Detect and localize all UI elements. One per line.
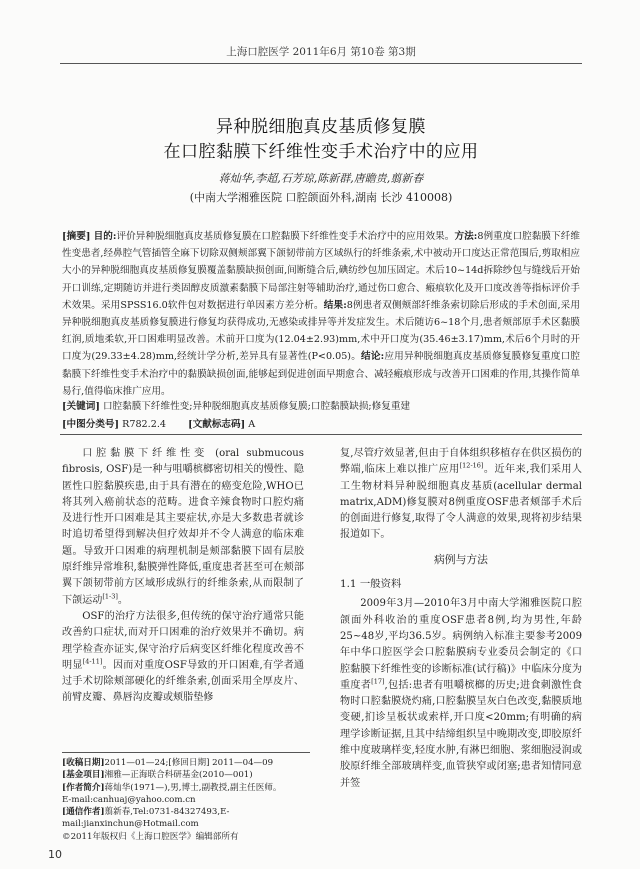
abstract-divider (60, 434, 582, 435)
classification-line (62, 416, 580, 430)
affiliation: (中南大学湘雅医院 口腔颌面外科,湖南 长沙 410008) (189, 191, 453, 204)
body-paragraph: 口腔黏膜下纤维性变 (oral submucous fibrosis, OSF)是一种与咀嚼槟榔密切相关的慢性、隐匿性口腔黏膜疾患,由于具有潜在的癌变危险,WHO已将其列入癌前状态的范畴。进食辛辣食物时口腔灼痛及进行性开口困难是其主要症状,亦是大多数患者就诊时追切希望得到解决但疗效却并不令人满意的临床难题。导致开口困难的病理机制是颊部黏膜下固有层胶原纤维异常堆积,黏膜弹性降低,重度患者甚至可在颊部翼下颌韧带前方区域形成纵行的纤维条索,从而限制了下颌运动[1-3]。 (62, 448, 304, 606)
body-text: 口腔黏膜下纤维性变 (oral submucous fibrosis, OSF)是一种与咀嚼槟榔密切相关的慢性、隐匿性口腔黏膜疾患,由于具有潜在的癌变危险,WHO已将其列入癌前状态的范畴。进食辛辣食物时口腔灼痛及进行性开口困难是其主要症状,亦是大多数患者就诊时追切希望得到解决但疗效却并不令人满意的临床难题。导致开口困难的病理机制是颊部黏膜下固有层胶原纤维异常堆积,黏膜弹性降低,重度患者甚至可在颊部翼下颌韧带前方区域形成纵行的纤维条索,从而限制了下颌运动 (62, 448, 304, 606)
body-text: OSF的治疗方法很多,但传统的保守治疗通常只能改善約口症状,而对开口困难的治疗效果并不确切。病理学检查亦证实,保守治疗后病变区纤维化程度改善不明显 (62, 610, 304, 671)
footnote-author-email: E-mail:canhuaj@yahoo.com.cn (62, 794, 196, 805)
footnote-author-bio: [作者简介]蒋灿华(1971—),男,博士,副教授,副主任医师。 (62, 782, 282, 793)
citation: [1-3] (102, 592, 118, 601)
keywords-label: [关键词] (62, 401, 100, 412)
clc-code: R782.2.4 (122, 419, 166, 430)
running-head: 上海口腔医学 2011年6月 第10卷 第3期 (60, 44, 582, 64)
doc-code: A (248, 419, 256, 430)
footnote-copyright: ©2011年版权归《上海口腔医学》编辑部所有 (62, 831, 239, 842)
body-text: ,包括:患者有咀嚼槟榔的历史;进食刺激性食物时口腔黏膜烧灼痛,口腔黏膜呈灰白色改变,黏膜质地变硬,扪诊呈板状或索样,开口度<20mm;有明确的病理学诊断证据,且其中结缔组织呈中晚期改变,即胶原纤维中度玻璃样变,轻度水肿,有淋巴细胞、浆细胞浸润或胶原纤维全部玻璃样变,血管狭窄或闭塞;患者知情同意并签 (340, 679, 582, 789)
abstract (62, 228, 580, 400)
body-text: 。因而对重度OSF导致的开口困难,有学者通过手术切除颊部硬化的纤维条索,创面采用全厚皮片、前臂皮瓣、鼻唇沟皮瓣或颊脂垫修 (62, 659, 305, 704)
subsection-heading: 1.1 一般资料 (340, 578, 402, 591)
footnote-corresponding: [通信作者]翦新春,Tel:0731-84327493,E-mail:jianxinchun@Hotmail.com (62, 807, 230, 830)
article-title-line-1: 异种脱细胞真皮基质修复膜 (216, 117, 426, 137)
abstract-result: 8例患者双侧颊部纤维条索切除后形成的手术创面,采用异种脱细胞真皮基质修复膜进行修复均获得成功,无感染或排异等并发症发生。术后随访6~18个月,患者颊部原手术区黏膜红润,质地柔软,开口困难明显改善。术前开口度为(12.04±2.93)mm,术中开口度为(35.46±3.17)mm,术后6个月时的开口度为(29.33±4.28)mm,经统计学分析,差异具有显著性(P<0.05)。 (62, 299, 580, 363)
keywords-line (62, 398, 580, 412)
citation: [4-11] (82, 657, 103, 666)
body-paragraph (340, 596, 582, 792)
abstract-conclusion-label: 结论: (361, 351, 385, 363)
body-text: 复,尽管疗效显著,但由于自体组织移植存在供区损伤的弊端,临床上难以推广应用 (340, 448, 582, 476)
body-paragraph (340, 446, 582, 544)
footnote-funding: [基金项目]湘雅—正海联合科研基金(2010—001) (62, 770, 253, 781)
abstract-purpose: 评价异种脱细胞真皮基质修复膜在口腔黏膜下纤维性变手术治疗中的应用效果。 (116, 231, 455, 242)
abstract-method-label: 方法: (454, 231, 478, 242)
clc-label: [中图分类号] (62, 419, 120, 430)
author-list: 蒋灿华,李超,石芳琼,陈新群,唐瞻贵,翦新春 (218, 172, 424, 185)
keywords: 口腔黏膜下纤维性变;异种脱细胞真皮基质修复膜;口腔黏膜缺损;修复重建 (102, 401, 411, 412)
citation: [17] (371, 677, 385, 686)
body-text: 2009年3月—2010年3月中南大学湘雅医院口腔颌面外科收治的重度OSF患者8例,均为男性,年龄25~48岁,平均36.5岁。病例纳入标准主要参考2009年中华口腔医学会口腔黏膜病专业委员会制定的《口腔黏膜下纤维性变的诊断标准(试行稿)》中临床分度为重度者 (340, 598, 582, 691)
doc-code-label: [文献标志码] (188, 419, 246, 430)
body-column-left (62, 446, 304, 707)
page-number: 10 (48, 848, 62, 861)
citation: [12-16] (459, 461, 484, 470)
abstract-label: [摘要] (62, 231, 91, 242)
abstract-purpose-label: 目的: (93, 231, 117, 242)
section-heading: 病例与方法 (434, 552, 488, 566)
body-paragraph (62, 609, 304, 707)
body-text: 。近年来,我们采用人工生物材料异种脱细胞真皮基质(acellular dermal matrix,ADM)修复膜对8例重度OSF患者颊部手术后的创面进行修复,取得了令人满意的效果,现将初步结果报道如下。 (340, 464, 582, 541)
body-column-right (340, 446, 582, 792)
footnote-received: [收稿日期]2011—01—24;[修回日期] 2011—04—09 (62, 758, 274, 768)
footnote-divider (62, 752, 310, 753)
abstract-method: 8例重度口腔黏膜下纤维性变患者,经鼻腔气管插管全麻下切除双侧颊部翼下颌韧带前方区域纵行的纤维条索,术中被动开口度达正常范围后,剪取相应大小的异种脱细胞真皮基质修复膜覆盖黏膜缺损创面,间断缝合后,碘纺纱包加压固定。术后10~14d拆除纱包与缝线后开始开口训练,定期随访并进行类固醇皮质激素黏膜下局部注射等辅助治疗,通过伤口愈合、瘢痕软化及开口度改善等指标评价手术效果。采用SPSS16.0软件包对数据进行单因素方差分析。 (62, 231, 580, 311)
article-title-line-2: 在口腔黏膜下纤维性变手术治疗中的应用 (163, 142, 479, 162)
abstract-conclusion: 应用异种脱细胞真皮基质修复膜修复重度口腔黏膜下纤维性变手术治疗中的黏膜缺损创面,能够起到促进创面早期愈合、减轻瘢痕形成与改善开口困难的作用,其操作简单易行,值得临床推广应用。 (62, 351, 581, 397)
footnotes (62, 752, 310, 843)
abstract-result-label: 结果: (323, 299, 347, 311)
